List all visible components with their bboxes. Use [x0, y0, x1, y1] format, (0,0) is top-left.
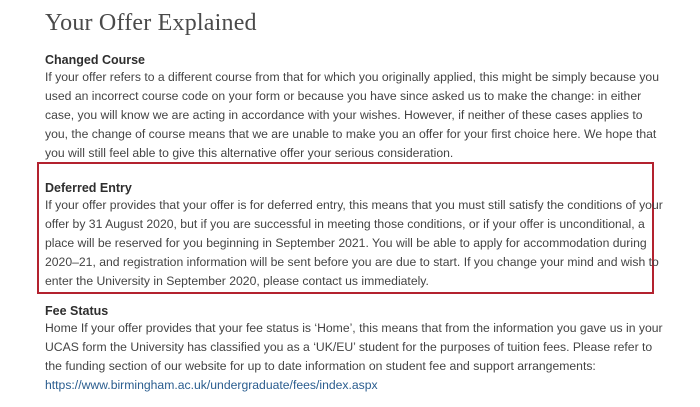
fees-page-link[interactable]: https://www.birmingham.ac.uk/undergraduate/fees/index.aspx: [45, 378, 378, 392]
fee-status-body-container: [45, 319, 665, 395]
changed-course-section: [45, 52, 665, 163]
deferred-entry-body: If your offer provides that your offer is for deferred entry, this means that you must still satisfy the conditions of your offer by 31 August 2020, but if you are successful in meeting those conditions, or if your offer is unconditional, a place will be reserved for you beginning in September 2021. You will be able to apply for accommodation during 2020–21, and registration information will be sent before you are due to start. If you change your mind and wish to enter the University in September 2020, please contact us immediately.: [45, 198, 663, 288]
fee-status-body: Home If your offer provides that your fee status is ‘Home’, this means that from the information you gave us in your UCAS form the University has classified you as a ‘UK/EU’ student for the purposes of tuition fees. Please refer to the funding section of our website for up to date information on student fee and support arrangements:: [45, 321, 663, 373]
deferred-entry-heading: Deferred Entry: [45, 181, 132, 195]
changed-course-heading: Changed Course: [45, 53, 146, 67]
page-title: Your Offer Explained: [45, 10, 257, 36]
changed-course-body: If your offer refers to a different course from that for which you originally applied, this might be simply because you used an incorrect course code on your form or because you have since asked us to make the change: in either case, you will know we are acting in accordance with your wishes. However, if neither of these cases applies to you, the change of course means that we are unable to make you an offer for your first choice here. We hope that you will still feel able to give this alternative offer your serious consideration.: [45, 70, 659, 160]
fee-status-heading: Fee Status: [45, 304, 109, 318]
fee-status-section: [45, 303, 665, 395]
deferred-entry-section: [45, 180, 665, 291]
